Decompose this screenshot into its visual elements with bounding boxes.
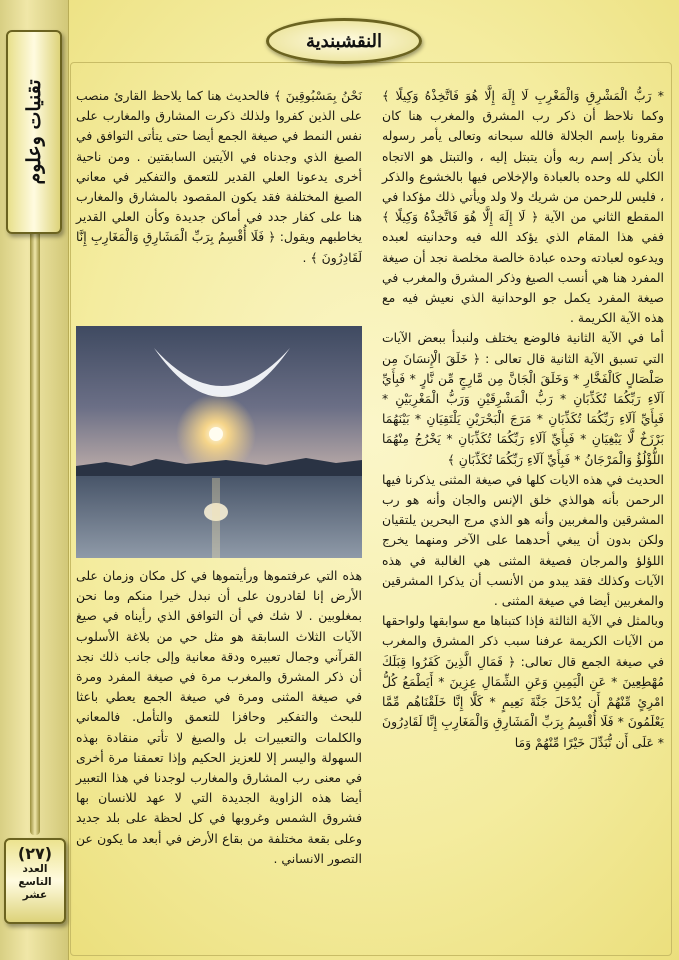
crescent-moon-sun-photo xyxy=(76,326,362,558)
paragraph-1: * رَبُّ الْمَشْرِقِ وَالْمَغْرِبِ لَا إِلَهَ إِلَّا هُوَ فَاتَّخِذْهُ وَكِيلًا ﴾ وكما نلاحظ أن ذكر رب المشرق والمغرب هنا كان مقرونا بإسم الجلالة فالله سبحانه وتعالى يأمر رسوله بأن يذكر إسم ربه وأن يتبتل إليه ، والتبتل هو الاتجاه الكلي لله وحده بالعبادة والإخلاص فيها بالخشوع والذكر ، فليس للرحمن من شريك ولا ولد ويأتي ذلك مؤكدا في المقطع الثاني من الآية ﴿ لَا إِلَهَ إِلَّا هُوَ فَاتَّخِذْهُ وَكِيلًا ﴾ ففي هذا المقام الذي يؤكد الله فيه وحدانيته لعبده ويدعوه لعبادته وحده عبادة خالصة مخلصة نجد أن صيغة المفرد هنا هي أنسب الصيغ وذكر المشرق والمغرب في صيغة المفرد يكمل جو الوحدانية الذي نعيش فيه مع هذه الآية الكريمة . xyxy=(382,88,664,326)
sidebar-strip xyxy=(0,0,69,960)
paragraph-3: الحديث في هذه الايات كلها في صيغة المثنى يذكرنا فيها الرحمن بأنه هوالذي خلق الإنس والجان وأنه هو رب المشرقين والمغربين وأنه هو الذي مرج البحرين يلتقيان ولكن بدون أن يبغي أحدهما على الآخر ومنهما يخرج اللؤلؤ والمرجان فصيغة المثنى هي الغالبة في هذه الآيات وكذلك فقد يبدو من الأنسب أن يذكرا المشرقين والمغربين أيضا في صيغة المثنى . xyxy=(382,471,664,609)
issue-label-1: العدد xyxy=(22,863,48,875)
header-logo xyxy=(266,18,422,64)
crescent-photo-graphic xyxy=(76,326,362,558)
magazine-title: النقشبندية xyxy=(305,30,383,52)
paragraph-2: أما في الآية الثانية فالوضع يختلف ولنبدأ ببعض الآيات التي تسبق الآية الثانية قال تعالى : ﴿ خَلَقَ الْإِنسَانَ مِن صَلْصَالٍ كَالْفَخَّارِ * وَخَلَقَ الْجَانَّ مِن مَّارِجٍ مِّن نَّارٍ * فَبِأَيِّ آلَاءِ رَبِّكُمَا تُكَذِّبَانِ * رَبُّ الْمَشْرِقَيْنِ وَرَبُّ الْمَغْرِبَيْنِ * فَبِأَيِّ آلَاءِ رَبِّكُمَا تُكَذِّبَانِ * مَرَجَ الْبَحْرَيْنِ يَلْتَقِيَانِ * بَيْنَهُمَا بَرْزَخٌ لَّا يَبْغِيَانِ * فَبِأَيِّ آلَاءِ رَبِّكُمَا تُكَذِّبَانِ * يَخْرُجُ مِنْهُمَا اللُّؤْلُؤُ وَالْمَرْجَانُ * فَبِأَيِّ آلَاءِ رَبِّكُمَا تُكَذِّبَانِ ﴾ xyxy=(382,330,664,467)
mountains xyxy=(76,458,362,476)
issue-label-3: عشر xyxy=(22,889,48,901)
issue-box xyxy=(4,838,66,924)
page-number: (٢٧) xyxy=(17,844,53,863)
paragraph-4: وبالمثل في الآية الثالثة فإذا كتبناها مع سوابقها ولواحقها من الآيات الكريمة عرفنا سبب ذكر المشرق والمغرب في صيغة الجمع قال تعالى: ﴿ فَمَالِ الَّذِينَ كَفَرُوا قِبَلَكَ مُهْطِعِينَ * عَنِ الْيَمِينِ وَعَنِ الشِّمَالِ عِزِينَ * أَيَطْمَعُ كُلُّ امْرِئٍ مِّنْهُمْ أَن يُدْخَلَ جَنَّةَ نَعِيمٍ * كَلَّا إِنَّا خَلَقْنَاهُم مِّمَّا يَعْلَمُونَ * فَلَا أُقْسِمُ بِرَبِّ الْمَشَارِقِ وَالْمَغَارِبِ إِنَّا لَقَادِرُونَ * عَلَى أَن نُّبَدِّلَ خَيْرًا مِّنْهُمْ وَمَا xyxy=(382,613,664,750)
crescent-moon xyxy=(154,348,290,397)
issue-label-2: التاسع xyxy=(18,876,52,888)
paragraph-6: هذه التي عرفتموها ورأيتموها في كل مكان وزمان على الأرض إنا لقادرون على أن نبدل خيرا منكم وما نحن بمغلوبين . لا شك في أن التوافق الذي رأيناه في صيغ الآيات الثلاث السابقة هو مثل حي من بلاغة الأسلوب القرآني وجمال تعبيره ودقة معانية وإلى جانب ذلك نجد أن ذكر المشرق والمغرب مرة في صيغة المفرد ومرة في صيغة المثنى ومرة في صيغة الجمع يعطي باعثا للبحث والتفكير وحافزا للتعمق والتأمل. فالمعاني والكلمات والتعبيرات بل والصيغ لا تأتي منقادة بهذه السهولة واليسر إلا للعزيز الحكيم وإذا تعمقنا مرة أخرى في معنى رب المشارق والمغارب لوجدنا في هذا التعبير أيضا هذه الزاوية الجديدة التي لا عهد للانسان بها فشروق الشمس وغروبها في كل لحظة على بلد جديد وعلى بقعة مختلفة من بقاع الأرض في أبعد ما يكون عن التصور الانساني . xyxy=(76,568,362,866)
paragraph-5: نَحْنُ بِمَسْبُوقِينَ ﴾ فالحديث هنا كما يلاحظ القارئ منصب على الذين كفروا ولذلك ذكرت المشارق والمغارب على نفس النمط في صيغة الجمع أيضا حتى يتأتى التوافق في الصيغ الذي وجدناه في الآيتين السابقتين . ومن ناحية أخرى يدعونا العلي القدير للتعمق والتفكير في معاني الصيغ المختلفة فقد يكون المقصود بالمشارق والمغارب هنا على كفار جدد في أماكن جديدة وكأن العلي القدير يخاطبهم ويقول: ﴿ فَلَا أُقْسِمُ بِرَبِّ الْمَشَارِقِ وَالْمَغَارِبِ إِنَّا لَقَادِرُونَ ﴾ . xyxy=(76,88,362,265)
left-column-bottom xyxy=(76,566,362,951)
right-column xyxy=(382,86,664,946)
left-column-top xyxy=(76,86,362,318)
section-tab xyxy=(6,30,62,234)
sun xyxy=(209,427,223,441)
section-label: تقنيات وعلوم xyxy=(23,79,45,185)
light-path xyxy=(212,478,220,558)
